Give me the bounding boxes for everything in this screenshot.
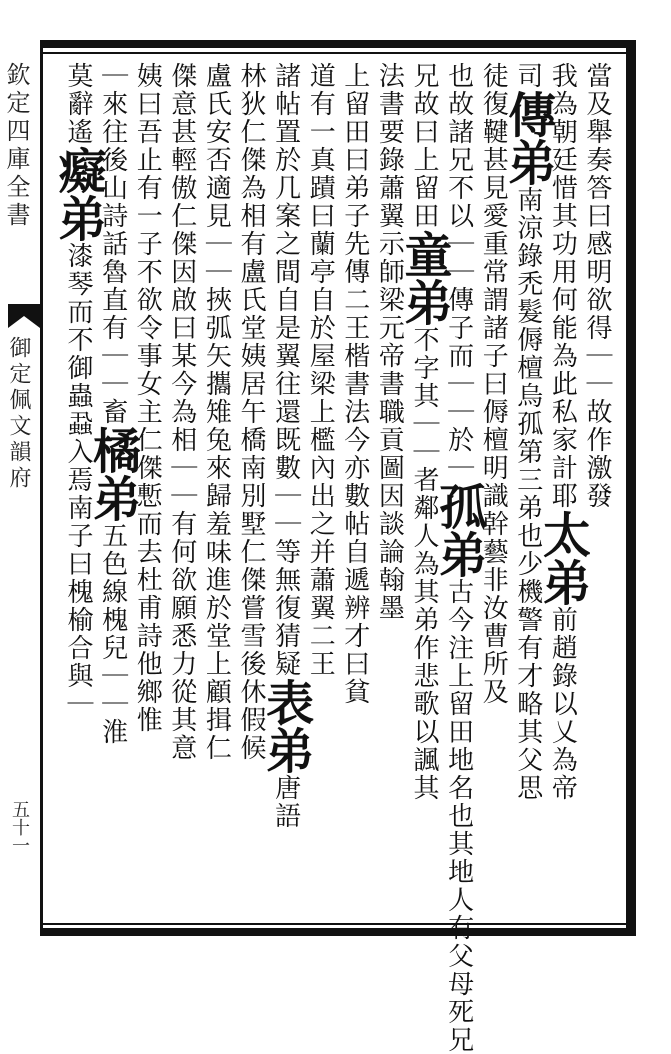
column-text: ｜來往後山詩話魯直有｜｜畜 [97, 62, 128, 426]
column-text: 法書要錄蕭翼示師梁元帝書職貢圖因談論翰墨 [374, 62, 405, 622]
column-text: 唐語 [270, 774, 301, 830]
column-text: 傑意甚輕傲仁傑因啟曰某今為相｜｜有何欲願悉力從其意 [166, 62, 197, 762]
book-title: 御定佩文韻府 [6, 336, 31, 492]
column-text: 不字其｜｜者鄰人為其弟作悲歌以諷其 [409, 326, 439, 802]
column-text: 上留田曰弟子先傳二王楷書法今亦數帖自遞辨才曰貧 [339, 62, 370, 706]
column-text: 前趙錄以乂為帝 [547, 606, 578, 802]
column-text: 莫辭遙 [63, 62, 93, 146]
fishtail-mark-icon [8, 304, 40, 328]
column-text: 當及舉奏答曰感明欲得｜｜故作激發 [582, 62, 612, 510]
frame-bottom-rule [40, 928, 636, 936]
column-text: 盧氏安否適見｜｜挾弧矢攜雉兔來歸羞味進於堂上顧揖仁 [201, 62, 232, 762]
entry-headword: 癡弟 [50, 146, 106, 242]
entry-headword: 表弟 [257, 678, 314, 774]
entry-headword: 傳弟 [499, 90, 556, 186]
entry-headword: 孤弟 [430, 482, 487, 578]
entry-headword: 童弟 [396, 230, 452, 326]
column-text: 我為朝廷惜其功用何能為此私家計耶 [547, 62, 578, 510]
frame-bottom-inner-rule [40, 923, 636, 925]
column-text: 道有一真蹟曰蘭亭自於屋梁上檻內出之并蕭翼二王 [305, 62, 336, 678]
text-column [50, 62, 106, 920]
column-text: 徒復鞬甚見愛重常謂諸子曰傉檀明識幹藝非汝曹所及 [478, 62, 509, 706]
column-text: 司 [512, 62, 543, 90]
entry-headword: 太弟 [534, 510, 591, 606]
column-text: 兄故曰上留田 [409, 62, 439, 230]
page-gutter [0, 48, 40, 928]
column-text: 五色線槐兒｜｜淮 [97, 522, 128, 746]
frame-top-inner-rule [40, 52, 636, 54]
column-text: 林狄仁傑為相有盧氏堂姨居午橋南別墅仁傑嘗雪後休假候 [236, 62, 266, 762]
collection-title: 欽定四庫全書 [2, 62, 30, 230]
column-text: 諸帖置於几案之間自是翼往還既數｜｜等無復猜疑 [270, 62, 301, 678]
frame-right-rule [626, 40, 636, 936]
column-text: 古今注上留田地名也其地人有父母死兄 [443, 578, 474, 1054]
frame-top-rule [40, 40, 636, 48]
page-number: 五十一 [9, 800, 30, 854]
entry-headword: 橘弟 [84, 426, 141, 522]
column-text: 姨曰吾止有一子不欲令事女主仁傑慙而去杜甫詩他鄉惟 [132, 62, 163, 734]
column-text: 也故諸兄不以｜｜傳子而｜｜於｜ [443, 62, 474, 482]
frame-left-rule [40, 40, 43, 936]
column-text: 南涼錄禿髮傉檀烏孤第三弟也少機警有才略其父思 [512, 186, 543, 802]
column-text: 漆琴而不御蟲蝨入焉南子曰槐榆合與｜ [63, 242, 93, 718]
